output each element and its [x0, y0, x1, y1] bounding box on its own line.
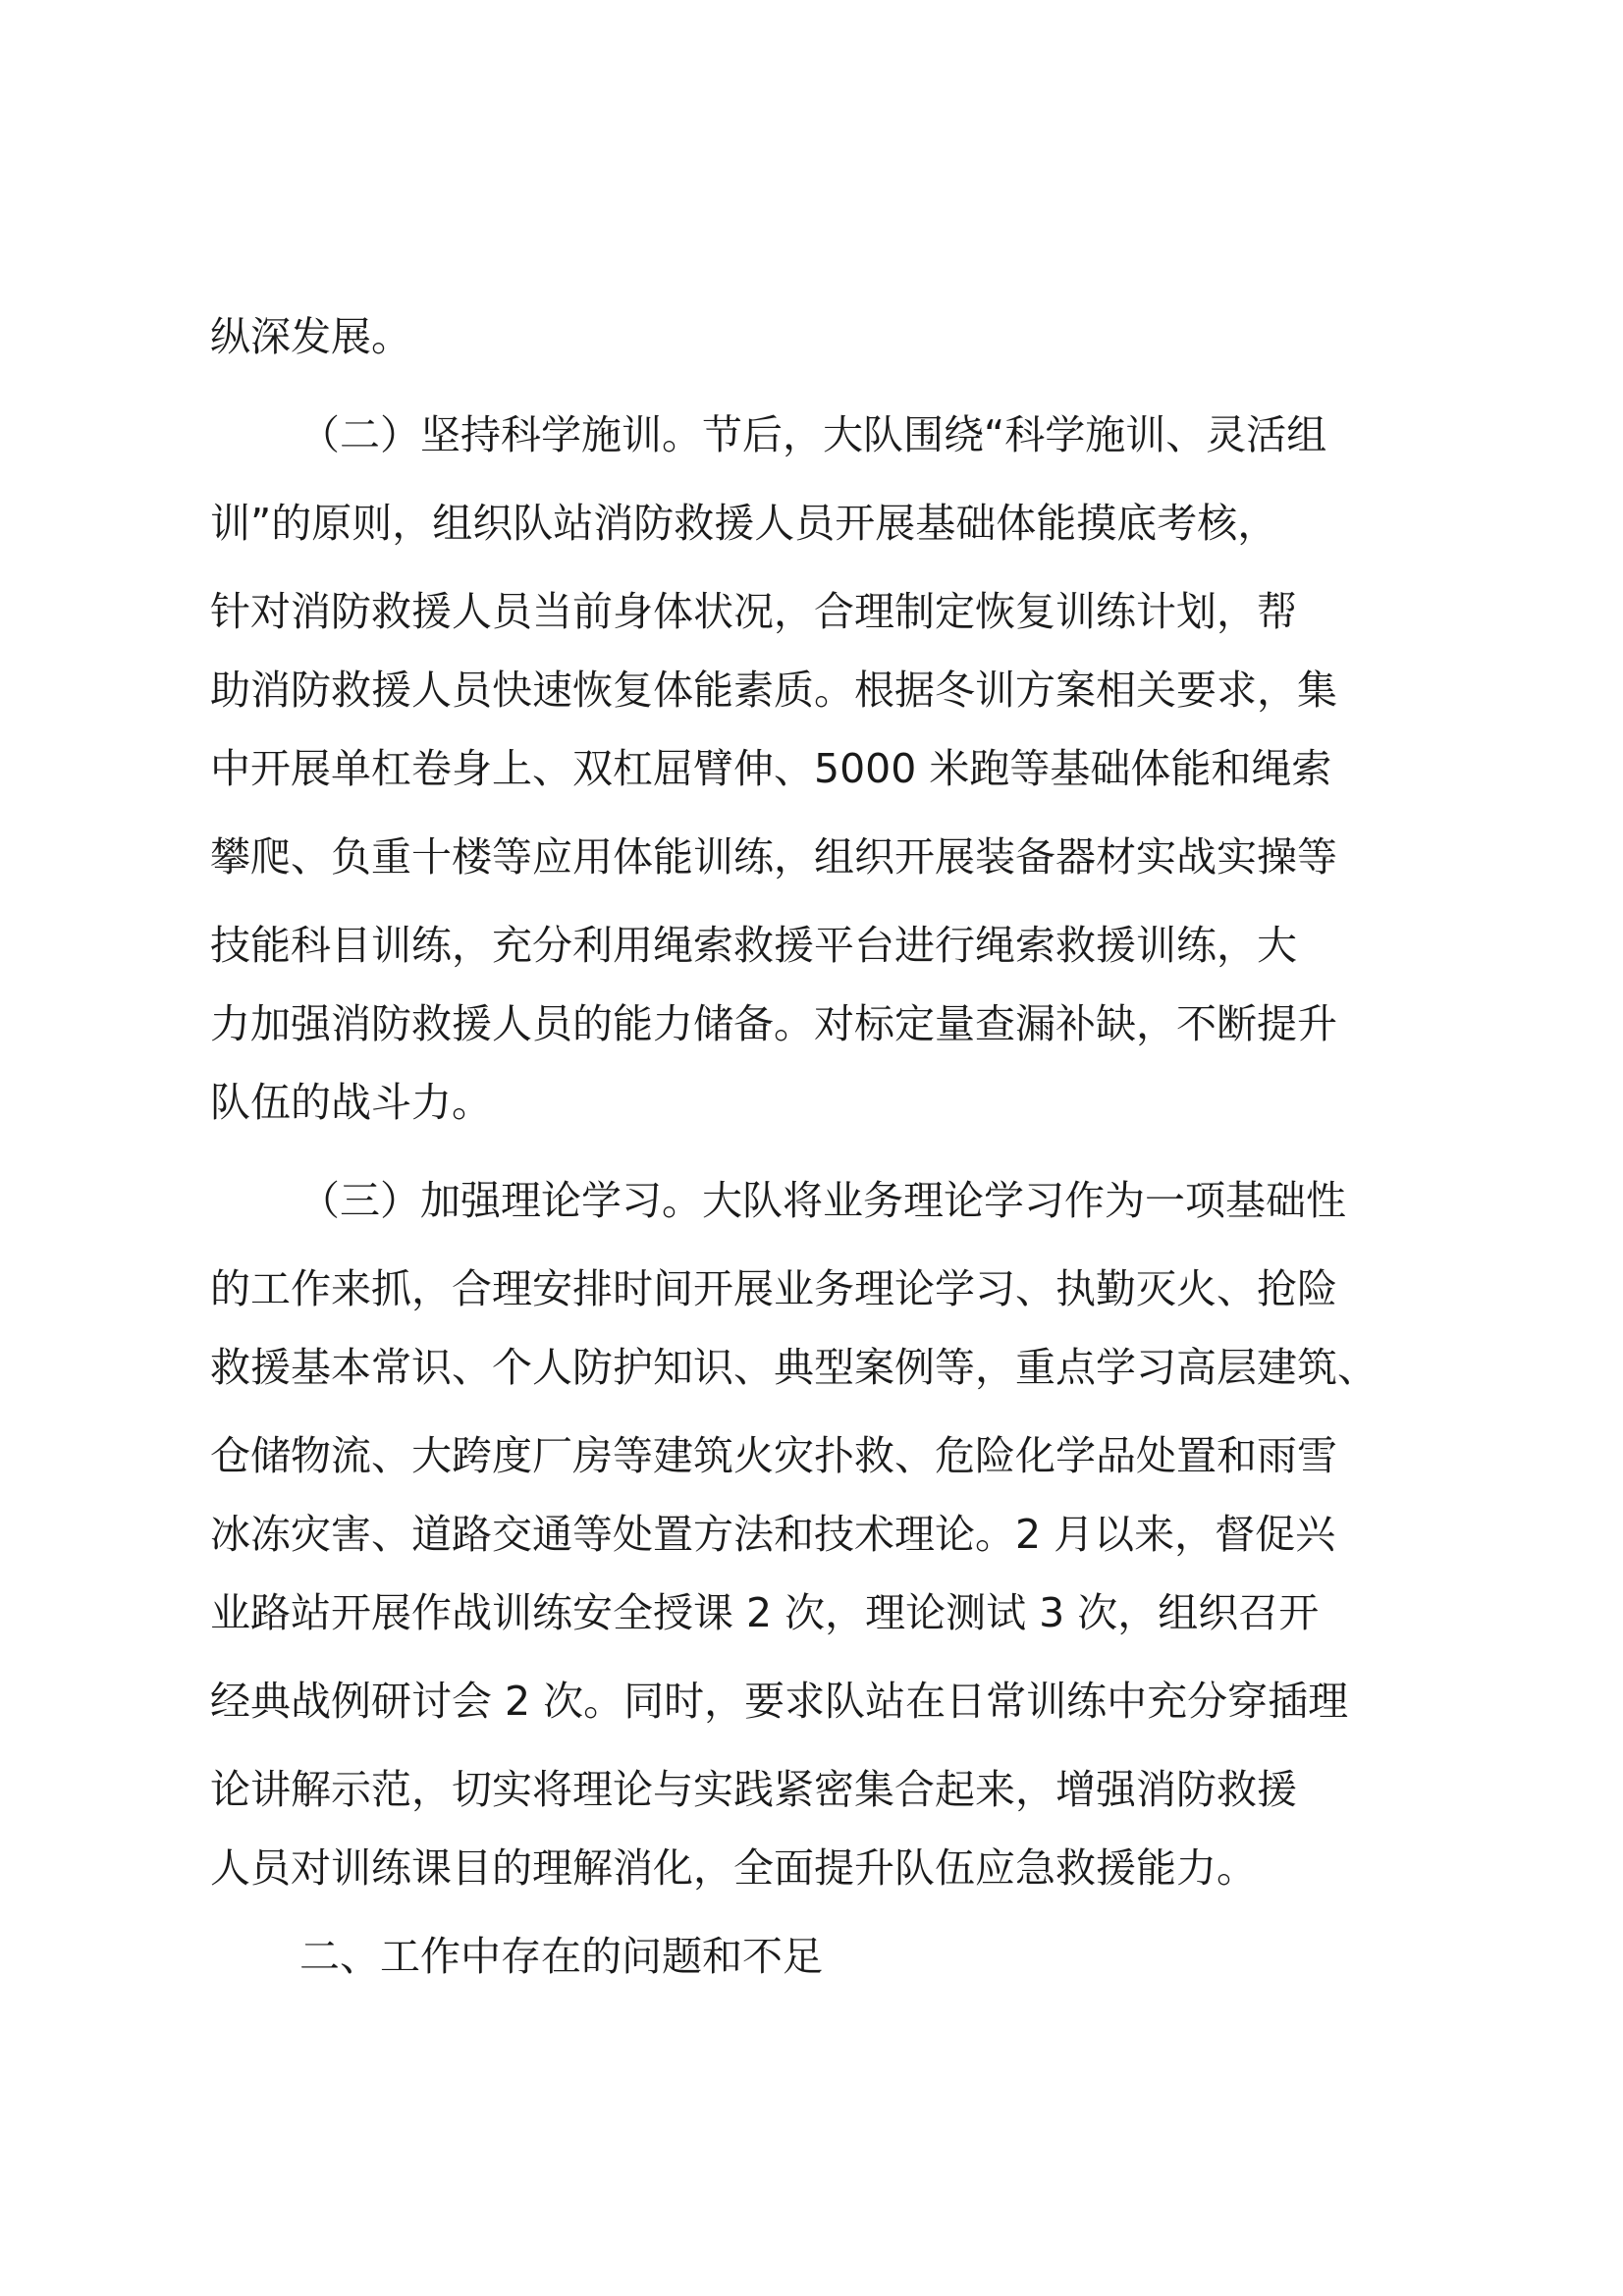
section-heading: 二、工作中存在的问题和不足 — [299, 1933, 823, 1980]
paragraph-line: 人员对训练课目的理解消化，全面提升队伍应急救援能力。 — [210, 1844, 1257, 1892]
paragraph-line: 技能科目训练，充分利用绳索救援平台进行绳索救援训练，大 — [210, 922, 1297, 969]
paragraph-line: 纵深发展。 — [210, 313, 411, 360]
paragraph-line: 冰冻灾害、道路交通等处置方法和技术理论。2 月以来，督促兴 — [210, 1511, 1336, 1558]
paragraph-line: 经典战例研讨会 2 次。同时，要求队站在日常训练中充分穿插理 — [210, 1678, 1349, 1725]
paragraph-line: 论讲解示范，切实将理论与实践紧密集合起来，增强消防救援 — [210, 1766, 1297, 1813]
paragraph-line: 攀爬、负重十楼等应用体能训练，组织开展装备器材实战实操等 — [210, 833, 1337, 881]
paragraph-line: 救援基本常识、个人防护知识、典型案例等，重点学习高层建筑、 — [210, 1344, 1378, 1391]
paragraph-line: 的工作来抓，合理安排时间开展业务理论学习、执勤灭火、抢险 — [210, 1265, 1337, 1312]
paragraph-line: 仓储物流、大跨度厂房等建筑火灾扑救、危险化学品处置和雨雪 — [210, 1432, 1337, 1479]
paragraph-line: 队伍的战斗力。 — [210, 1079, 492, 1126]
paragraph-line: 业路站开展作战训练安全授课 2 次，理论测试 3 次，组织召开 — [210, 1589, 1320, 1636]
paragraph-line: （三）加强理论学习。大队将业务理论学习作为一项基础性 — [299, 1177, 1346, 1224]
paragraph-line: 针对消防救援人员当前身体状况，合理制定恢复训练计划，帮 — [210, 588, 1297, 635]
paragraph-line: 助消防救援人员快速恢复体能素质。根据冬训方案相关要求，集 — [210, 667, 1337, 714]
paragraph-line: 力加强消防救援人员的能力储备。对标定量查漏补缺，不断提升 — [210, 1000, 1337, 1047]
paragraph-line: 训”的原则，组织队站消防救援人员开展基础体能摸底考核， — [210, 500, 1278, 547]
paragraph-line: （二）坚持科学施训。节后，大队围绕“科学施训、灵活组 — [299, 411, 1327, 458]
paragraph-line: 中开展单杠卷身上、双杠屈臂伸、5000 米跑等基础体能和绳索 — [210, 745, 1332, 792]
